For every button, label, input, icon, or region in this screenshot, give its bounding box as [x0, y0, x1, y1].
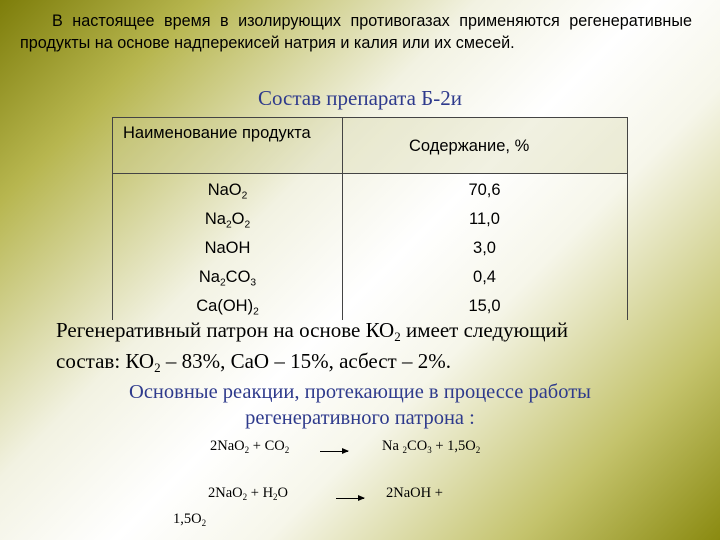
subscript: 2: [284, 444, 290, 455]
reaction-2-products-continued: [173, 511, 206, 528]
formula-part: O: [231, 210, 245, 228]
formula-part: 2NaO: [208, 485, 243, 501]
subscript: 2: [244, 219, 251, 231]
intro-paragraph: В настоящее время в изолирующих противогазах применяются регенеративные продукты на основе надперекисей натрия и калия или их смесей.: [20, 12, 692, 52]
formula-part: O: [277, 485, 289, 501]
header-content-percent: Содержание, %: [409, 137, 530, 155]
content-value-column: [342, 180, 627, 325]
subscript: 2: [154, 360, 161, 376]
formula-part: Na: [382, 438, 403, 454]
formula-part: 2NaOH +: [386, 485, 443, 501]
formula-part: CO: [225, 268, 251, 286]
cartridge-text-part: Регенеративный патрон на основе КО: [56, 318, 395, 342]
table-title: Состав препарата Б-2и: [258, 86, 462, 110]
reaction-1-arrow: [320, 451, 348, 452]
header-product-name: Наименование продукта: [123, 124, 311, 142]
formula-part: + 1,5O: [431, 438, 476, 454]
formula-part: Na: [204, 210, 226, 228]
content-value-cell: 0,4: [473, 268, 496, 286]
product-name-cell: [113, 267, 342, 296]
subscript: 2: [241, 190, 248, 202]
content-value-cell: 15,0: [468, 297, 501, 315]
product-name-cell: [113, 209, 342, 238]
subscript: 2: [242, 491, 248, 502]
formula-part: Ca(OH): [196, 297, 254, 315]
reaction-2-products: [386, 485, 443, 502]
subscript: 2: [225, 219, 232, 231]
content-value-cell: 3,0: [473, 239, 496, 257]
formula-part: NaOH: [204, 239, 251, 257]
cartridge-text-part: состав: КО: [56, 349, 155, 373]
formula-part: CO: [407, 438, 428, 454]
cartridge-line-1: [56, 315, 686, 346]
composition-table: [112, 117, 628, 320]
formula-part: + CO: [249, 438, 285, 454]
product-name-cell: [113, 180, 342, 209]
reaction-1-reactants: [210, 438, 289, 455]
reaction-1-products: [382, 438, 480, 455]
reaction-2-arrow: [336, 498, 364, 499]
content-value-cell: 11,0: [469, 210, 500, 228]
product-name-column: [113, 180, 342, 325]
subscript: 2: [394, 329, 401, 345]
reaction-2-reactants: [208, 485, 288, 502]
cartridge-text-part: имеет следующий: [400, 318, 568, 342]
cartridge-line-2: [56, 346, 686, 377]
formula-part: Na: [198, 268, 220, 286]
subscript: 2: [219, 277, 226, 289]
reactions-heading: Основные реакции, протекающие в процессе работы регенеративного патрона :: [129, 381, 591, 429]
subscript: 3: [427, 444, 432, 455]
formula-part: 1,5O: [173, 511, 202, 527]
subscript: 2: [201, 517, 207, 528]
formula-part: + H: [247, 485, 274, 501]
subscript: 2: [253, 306, 259, 318]
content-value-cell: 70,6: [468, 181, 501, 199]
subscript: 2: [244, 444, 250, 455]
cartridge-text-part: – 83%, СаО – 15%, асбест – 2%.: [160, 349, 451, 373]
subscript: 2: [475, 444, 481, 455]
product-name-cell: [113, 238, 342, 267]
cartridge-composition-text: [56, 315, 686, 377]
formula-part: NaO: [207, 181, 242, 199]
subscript: 3: [250, 277, 257, 289]
subscript: 2: [402, 444, 408, 455]
subscript: 2: [273, 491, 278, 502]
formula-part: 2NaO: [210, 438, 245, 454]
